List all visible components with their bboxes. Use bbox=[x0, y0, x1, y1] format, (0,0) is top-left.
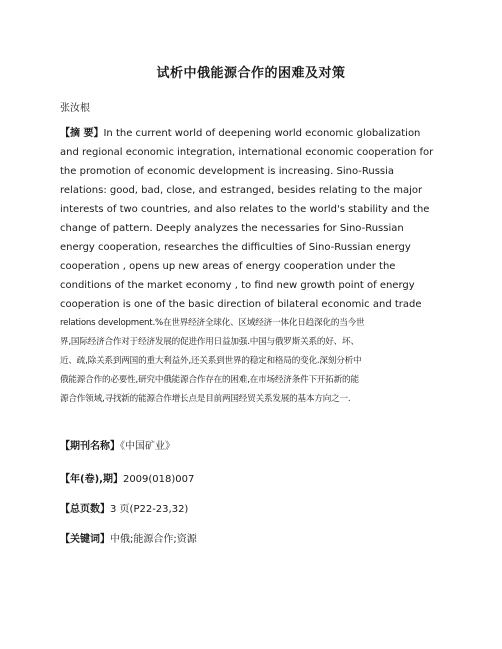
abstract-text: In the current world of deepening world economic globalization bbox=[103, 128, 421, 139]
issue-label: 【年(卷),期】 bbox=[60, 474, 123, 485]
issue-value: 2009(018)007 bbox=[122, 474, 195, 485]
pages-value: 3 页(P22-23,32) bbox=[110, 504, 189, 515]
abstract-line bbox=[60, 124, 438, 143]
abstract-line: and regional economic integration, international economic cooperation for bbox=[60, 147, 434, 158]
author: 张汝根 bbox=[60, 103, 90, 114]
abstract-line: energy cooperation, researches the difficulties of Sino-Russian energy bbox=[60, 242, 411, 253]
keywords-label: 【关键词】 bbox=[60, 534, 110, 545]
abstract-line: conditions of the market economy , to find new growth point of energy bbox=[60, 280, 415, 291]
abstract-line: 源合作领域,寻找新的能源合作增长点是目前两国经贸关系发展的基本方向之一. bbox=[60, 394, 351, 404]
abstract-line: 近、疏,除关系到两国的重大利益外,还关系到世界的稳定和格局的变化.深刻分析中 bbox=[60, 356, 362, 366]
pages-field bbox=[60, 500, 188, 515]
issue-field bbox=[60, 470, 194, 485]
abstract-line: cooperation , opens up new areas of energy cooperation under the bbox=[60, 261, 396, 272]
keywords-field bbox=[60, 530, 197, 545]
keywords-value: 中俄;能源合作;资源 bbox=[110, 534, 197, 545]
abstract-line: the promotion of economic development is increasing. Sino-Russia bbox=[60, 166, 395, 177]
abstract-line: interests of two countries, and also relates to the world's stability and the bbox=[60, 204, 430, 215]
abstract-line: 界,国际经济合作对于经济发展的促进作用日益加强.中国与俄罗斯关系的好、坏、 bbox=[60, 337, 359, 347]
pages-label: 【总页数】 bbox=[60, 504, 110, 515]
abstract-line: relations development.%在世界经济全球化、区域经济一体化日趋深化的当今世 bbox=[60, 318, 365, 328]
page-title: 试析中俄能源合作的困难及对策 bbox=[156, 66, 346, 81]
abstract-label: 【摘 要】 bbox=[60, 128, 104, 139]
journal-field bbox=[60, 437, 175, 452]
abstract-line: cooperation is one of the basic direction of bilateral economic and trade bbox=[60, 299, 422, 310]
abstract-line: 俄能源合作的必要性,研究中俄能源合作存在的困难,在市场经济条件下开拓新的能 bbox=[60, 375, 359, 385]
abstract-line: relations: good, bad, close, and estranged, besides relating to the major bbox=[60, 185, 423, 196]
journal-label: 【期刊名称】 bbox=[60, 441, 120, 452]
abstract bbox=[60, 124, 438, 409]
abstract-line: change of pattern. Deeply analyzes the necessaries for Sino-Russian bbox=[60, 223, 404, 234]
journal-value: 《中国矿业》 bbox=[120, 441, 175, 452]
